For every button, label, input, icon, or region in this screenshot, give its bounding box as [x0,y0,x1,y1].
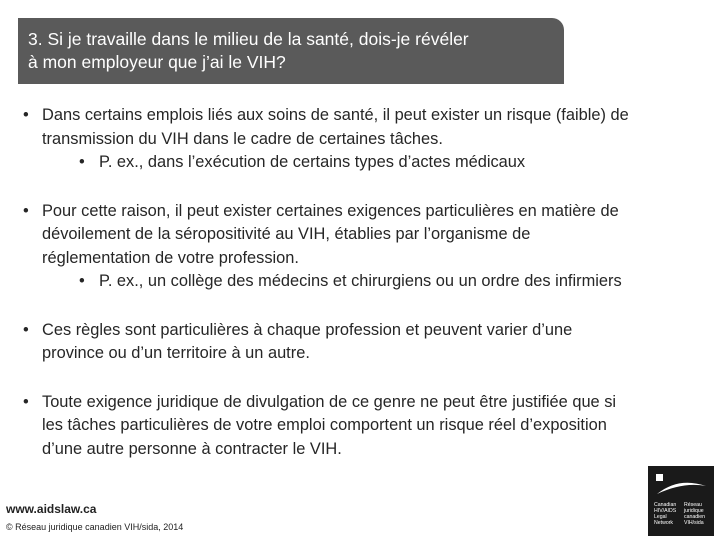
bullet-item [20,319,700,366]
logo-swoosh-icon [654,472,708,498]
bullet-line: transmission du VIH dans le cadre de certaines tâches. [42,129,443,148]
footer-copyright: © Réseau juridique canadien VIH/sida, 2014 [6,522,184,532]
slide-title-line-2: à mon employeur que j’ai le VIH? [28,52,286,72]
bullet-dot: • [23,201,29,220]
bullet-line: réglementation de votre profession. [42,248,299,267]
bullet-dot: • [79,272,85,290]
logo-text-en: Canadian HIV/AIDS Legal Network [654,502,677,526]
bullet-line: Toute exigence juridique de divulgation de ce genre ne peut être justifiée que si [42,392,617,411]
bullet-line: dévoilement de la séropositivité au VIH, établies par l’organisme de [42,225,531,243]
bullet-dot: • [23,320,29,339]
sub-bullet-item [42,151,700,175]
bullet-line: Ces règles sont particulières à chaque profession et peuvent varier d’une [42,320,573,339]
slide-title-line-1: 3. Si je travaille dans le milieu de la santé, dois-je révéler [28,29,469,49]
sub-bullet-item [42,270,700,294]
bullet-line: Dans certains emplois liés aux soins de santé, il peut exister un risque (faible) de [42,106,629,124]
bullet-line: les tâches particulières de votre emploi comportent un risque réel d’exposition [42,416,607,434]
bullet-dot: • [23,106,29,124]
bullet-line: d’une autre personne à contracter le VIH. [42,439,342,458]
bullet-item [20,200,700,294]
footer-website-link[interactable]: www.aidslaw.ca [6,502,97,516]
bullet-line: Pour cette raison, il peut exister certaines exigences particulières en matière de [42,201,619,220]
logo-text-fr: Réseau juridique canadien VIH/sida [684,502,706,526]
bullet-dot: • [23,392,29,411]
bullet-list [20,104,700,461]
bullet-item [20,391,700,462]
slide-title-bar [18,18,564,84]
bullet-line: province ou d’un territoire à un autre. [42,344,310,362]
organization-logo [648,466,714,536]
sub-bullet-text: P. ex., un collège des médecins et chirurgiens ou un ordre des infirmiers [99,272,622,290]
sub-bullet-text: P. ex., dans l’exécution de certains types d’actes médicaux [99,153,526,171]
bullet-dot: • [79,153,85,171]
bullet-item [20,104,700,175]
